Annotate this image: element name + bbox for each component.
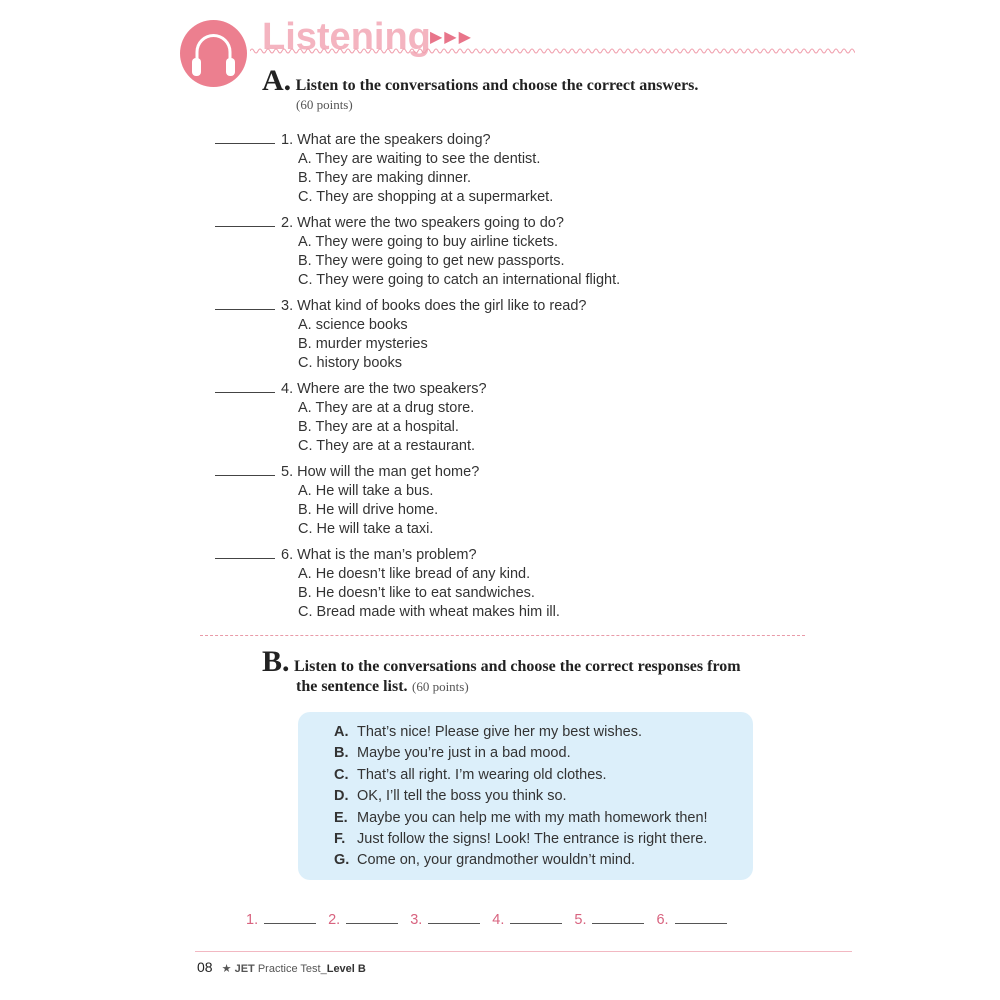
answer-blank[interactable] [215, 546, 275, 559]
question-6 [215, 546, 560, 622]
question-2 [215, 214, 620, 290]
section-b-heading-2: the sentence list. (60 points) [296, 678, 469, 695]
option: C. He will take a taxi. [298, 521, 434, 537]
answer-slot[interactable]: 6. [656, 910, 726, 928]
wavy-divider [250, 46, 855, 56]
sentence-item: E. Maybe you can help me with my math homework then! [334, 809, 708, 826]
answer-blank[interactable] [215, 297, 275, 310]
option: B. He doesn’t like to eat sandwiches. [298, 585, 535, 601]
option: B. They are making dinner. [298, 170, 472, 186]
question-4 [215, 380, 487, 456]
star-icon: ★ [221, 963, 232, 975]
section-b-heading: B. Listen to the conversations and choose the correct responses from [262, 645, 741, 678]
question-5 [215, 463, 479, 539]
sentence-list-box [298, 712, 753, 880]
answer-line[interactable] [510, 910, 562, 924]
answer-blank[interactable] [215, 463, 275, 476]
option: C. They were going to catch an international flight. [298, 272, 621, 288]
answer-line[interactable] [264, 910, 316, 924]
question-text: 4. Where are the two speakers? [281, 381, 487, 397]
answer-slot[interactable]: 4. [492, 910, 562, 928]
option: A. He will take a bus. [298, 483, 434, 499]
arrows-icon: ▶▶▶ [430, 29, 473, 46]
sentence-item: G. Come on, your grandmother wouldn’t mind. [334, 852, 636, 869]
question-3 [215, 297, 586, 373]
answer-line[interactable] [592, 910, 644, 924]
answer-slot[interactable]: 5. [574, 910, 644, 928]
footer: 08 ★ JET Practice Test_Level B [197, 959, 366, 975]
question-text: 5. How will the man get home? [281, 464, 480, 480]
option: A. science books [298, 317, 408, 333]
headphones-logo [180, 20, 247, 87]
option: C. They are shopping at a supermarket. [298, 189, 554, 205]
question-text: 6. What is the man’s problem? [281, 547, 477, 563]
answer-slot[interactable]: 3. [410, 910, 480, 928]
option: B. They were going to get new passports. [298, 253, 565, 269]
answer-slot[interactable]: 1. [246, 910, 316, 928]
option: A. They are at a drug store. [298, 400, 475, 416]
answer-blank[interactable] [215, 131, 275, 144]
option: A. They were going to buy airline tickets. [298, 234, 559, 250]
answer-line[interactable] [675, 910, 727, 924]
section-a-points: (60 points) [296, 97, 353, 112]
answer-blank[interactable] [215, 380, 275, 393]
option: A. They are waiting to see the dentist. [298, 151, 541, 167]
answer-blanks [246, 910, 739, 928]
question-text: 2. What were the two speakers going to do? [281, 215, 564, 231]
question-text: 3. What kind of books does the girl like to read? [281, 298, 587, 314]
sentence-item: A. That’s nice! Please give her my best wishes. [334, 724, 643, 740]
answer-slot[interactable]: 2. [328, 910, 398, 928]
option: B. He will drive home. [298, 502, 439, 518]
option: C. Bread made with wheat makes him ill. [298, 604, 560, 620]
option: B. murder mysteries [298, 336, 428, 352]
dashed-divider [200, 635, 805, 636]
sentence-item: B. Maybe you’re just in a bad mood. [334, 745, 571, 762]
answer-line[interactable] [346, 910, 398, 924]
sentence-item: D. OK, I’ll tell the boss you think so. [334, 788, 567, 805]
option: C. history books [298, 355, 402, 371]
section-title: Listening [262, 16, 431, 58]
option: A. He doesn’t like bread of any kind. [298, 566, 531, 582]
sentence-item: F. Just follow the signs! Look! The entrance is right there. [334, 831, 708, 848]
option: C. They are at a restaurant. [298, 438, 476, 454]
footer-divider [195, 951, 852, 952]
answer-line[interactable] [428, 910, 480, 924]
option: B. They are at a hospital. [298, 419, 459, 435]
section-a-heading: A. Listen to the conversations and choose the correct answers. [262, 64, 699, 97]
answer-blank[interactable] [215, 214, 275, 227]
headphones-icon [180, 20, 247, 87]
question-text: 1. What are the speakers doing? [281, 132, 491, 148]
sentence-item: C. That’s all right. I’m wearing old clothes. [334, 766, 607, 783]
question-1 [215, 131, 553, 207]
